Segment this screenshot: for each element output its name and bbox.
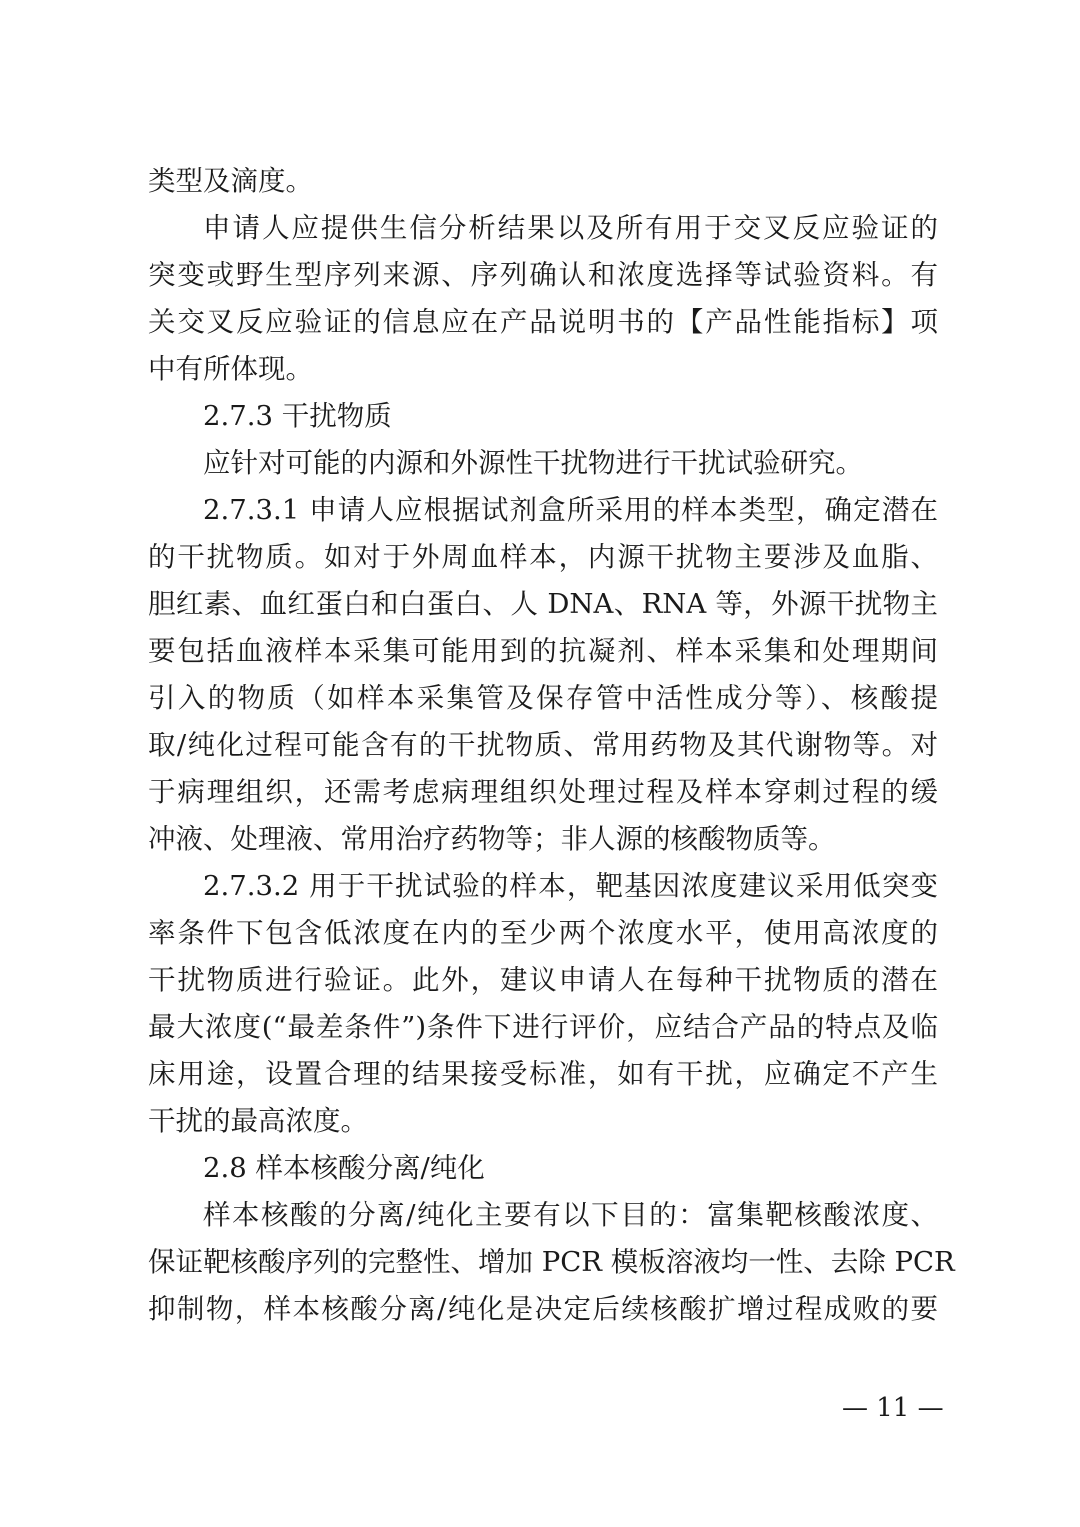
text-line: 引入的物质（如样本采集管及保存管中活性成分等）、核酸提 — [148, 682, 938, 714]
text-line: 要包括血液样本采集可能用到的抗凝剂、样本采集和处理期间 — [148, 635, 938, 667]
text-line: 抑制物，样本核酸分离/纯化是决定后续核酸扩增过程成败的要 — [148, 1293, 938, 1325]
text-line: 中有所体现。 — [148, 353, 313, 385]
text-line: 于病理组织，还需考虑病理组织处理过程及样本穿刺过程的缓 — [148, 776, 938, 808]
text-line: 冲液、处理液、常用治疗药物等；非人源的核酸物质等。 — [148, 823, 836, 855]
paragraph-line: 2.7.3.2 用于干扰试验的样本，靶基因浓度建议采用低突变 — [203, 870, 938, 902]
text-line: 取/纯化过程可能含有的干扰物质、常用药物及其代谢物等。对 — [148, 729, 938, 761]
text-line: 保证靶核酸序列的完整性、增加 PCR 模板溶液均一性、去除 PCR — [148, 1246, 955, 1278]
section-heading: 2.8 样本核酸分离/纯化 — [203, 1152, 485, 1184]
paragraph-line: 2.7.3.1 申请人应根据试剂盒所采用的样本类型，确定潜在 — [203, 494, 938, 526]
text-line: 率条件下包含低浓度在内的至少两个浓度水平，使用高浓度的 — [148, 917, 938, 949]
text-line: 干扰物质进行验证。此外，建议申请人在每种干扰物质的潜在 — [148, 964, 938, 996]
text-line: 类型及滴度。 — [148, 165, 313, 197]
text-line: 关交叉反应验证的信息应在产品说明书的【产品性能指标】项 — [148, 306, 938, 338]
paragraph-line: 申请人应提供生信分析结果以及所有用于交叉反应验证的 — [203, 212, 938, 244]
paragraph-line: 应针对可能的内源和外源性干扰物进行干扰试验研究。 — [203, 447, 863, 479]
text-line: 突变或野生型序列来源、序列确认和浓度选择等试验资料。有 — [148, 259, 938, 291]
text-line: 胆红素、血红蛋白和白蛋白、人 DNA、RNA 等，外源干扰物主 — [148, 588, 938, 620]
text-line: 床用途，设置合理的结果接受标准，如有干扰，应确定不产生 — [148, 1058, 938, 1090]
paragraph-line: 样本核酸的分离/纯化主要有以下目的：富集靶核酸浓度、 — [203, 1199, 938, 1231]
section-heading: 2.7.3 干扰物质 — [203, 400, 392, 432]
text-line: 最大浓度(“最差条件”)条件下进行评价，应结合产品的特点及临 — [148, 1011, 938, 1043]
text-line: 干扰的最高浓度。 — [148, 1105, 368, 1137]
text-line: 的干扰物质。如对于外周血样本，内源干扰物主要涉及血脂、 — [148, 541, 938, 573]
page-number: — 11 — — [842, 1393, 944, 1423]
